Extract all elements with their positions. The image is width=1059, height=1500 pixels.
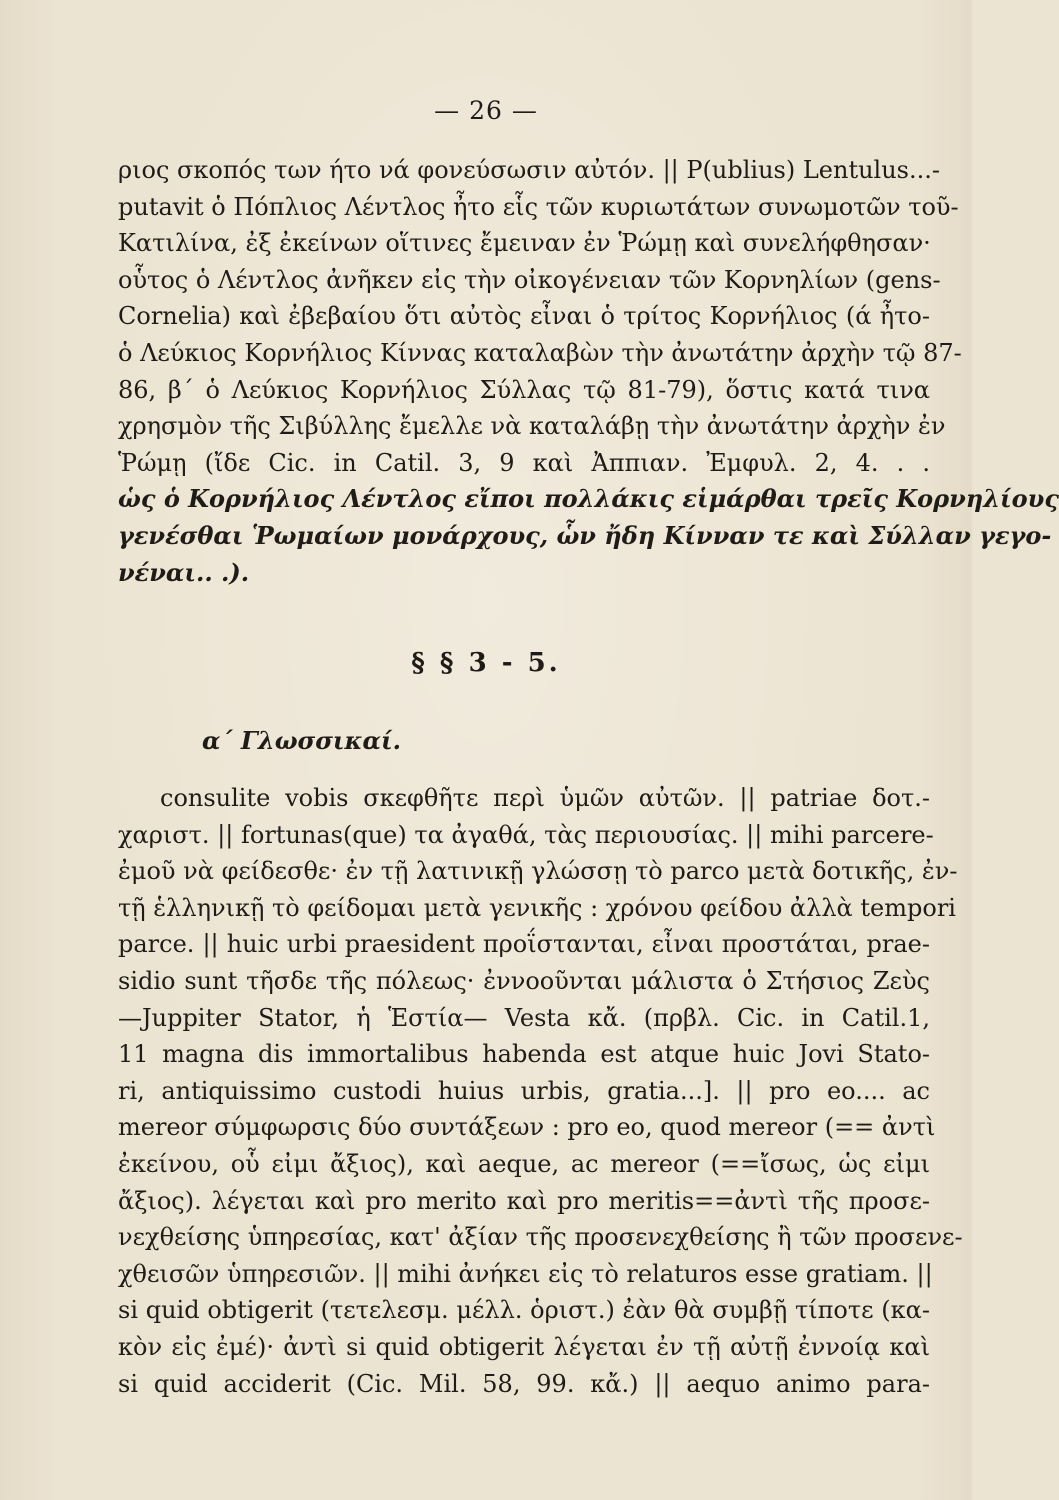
text-line: mereor σύμφωρσις δύο συντάξεων : pro eo, quod mereor (== ἀντὶ [118,1113,936,1142]
text-line: —Juppiter Stator, ἡ Ἑστία— Vesta κἄ. (πρβλ. Cic. in Catil.1, [118,1003,930,1032]
text-line: putavit ὁ Πόπλιος Λέντλος ἦτο εἷς τῶν κυριωτάτων συνωμοτῶν τοῦ- [118,192,959,221]
text-line: χρησμὸν τῆς Σιβύλλης ἔμελλε νὰ καταλάβῃ τὴν ἀνωτάτην ἀρχὴν ἐν [118,412,946,441]
paragraph-linguistic-notes [118,780,963,1402]
text-line: χαριστ. || fortunas(que) τα ἀγαθά, τὰς περιουσίας. || mihi parcere- [118,820,934,849]
section-heading: § § 3 - 5. [411,648,561,678]
text-line: 86, β´ ὁ Λεύκιος Κορνήλιος Σύλλας τῷ 81-79), ὅστις κατά τινα [118,375,930,404]
text-line: 11 magna dis immortalibus habenda est atque huic Jovi Stato- [118,1040,930,1069]
text-line: Κατιλίνα, ἐξ ἐκείνων οἵτινες ἔμειναν ἐν Ῥώμῃ καὶ συνελήφθησαν· [118,229,931,258]
text-line: χθεισῶν ὑπηρεσιῶν. || mihi ἀνήκει εἰς τὸ relaturos esse gratiam. || [118,1259,933,1288]
text-line: κὸν εἰς ἐμέ)· ἀντὶ si quid obtigerit λέγεται ἐν τῇ αὐτῇ ἐννοίᾳ καὶ [118,1332,930,1361]
text-line: ἐμοῦ νὰ φείδεσθε· ἐν τῇ λατινικῇ γλώσσῃ τὸ parco μετὰ δοτικῆς, ἐν- [118,857,958,886]
text-line-quote: γενέσθαι Ῥωμαίων μονάρχους, ὧν ἤδη Κίνναν τε καὶ Σύλλαν γεγο- [118,520,1052,550]
text-line: ὁ Λεύκιος Κορνήλιος Κίννας καταλαβὼν τὴν ἀνωτάτην ἀρχὴν τῷ 87- [118,338,962,367]
text-line-quote: ὡς ὁ Κορνήλιος Λέντλος εἴποι πολλάκις εἱμάρθαι τρεῖς Κορνηλίους [118,484,1059,514]
text-line: ἄξιος). λέγεται καὶ pro merito καὶ pro meritis==ἀντὶ τῆς προσε- [118,1186,930,1215]
text-line: Cornelia) καὶ ἐβεβαίου ὅτι αὐτὸς εἶναι ὁ τρίτος Κορνήλιος (ά ἦτο- [118,302,930,331]
text-line: Ῥώμῃ (ἴδε Cic. in Catil. 3, 9 καὶ Ἀππιαν. Ἐμφυλ. 2, 4. . . [118,448,930,477]
page-number: — 26 — [434,96,538,125]
paragraph-continuation [118,152,1059,591]
text-line: ριος σκοπός των ήτο νά φονεύσωσιν αὐτόν. || P(ublius) Lentulus...- [118,156,940,184]
section-subheading: α´ Γλωσσικαί. [202,726,401,755]
text-line: νεχθείσης ὑπηρεσίας, κατ' ἀξίαν τῆς προσενεχθείσης ἢ τῶν προσενε- [118,1223,963,1252]
text-line: si quid obtigerit (τετελεσμ. μέλλ. ὁριστ.) ἐὰν θὰ συμβῇ τίποτε (κα- [118,1296,930,1325]
text-line: sidio sunt τῆσδε τῆς πόλεως· ἐννοοῦνται μάλιστα ὁ Στήσιος Ζεὺς [118,966,930,995]
text-line: τῇ ἑλληνικῇ τὸ φείδομαι μετὰ γενικῆς : χρόνου φείδου ἀλλὰ tempori [118,893,956,922]
text-line-quote-end: νέναι.. .). [118,557,250,587]
text-line: si quid acciderit (Cic. Mil. 58, 99. κἄ.) || aequo animo para- [118,1369,930,1398]
text-line: ἐκείνου, οὗ εἰμι ἄξιος), καὶ aeque, ac mereor (==ἴσως, ὡς εἰμι [118,1149,930,1178]
text-line: parce. || huic urbi praesident προΐστανται, εἶναι προστάται, prae- [118,930,930,959]
text-line: consulite vobis σκεφθῆτε περὶ ὑμῶν αὐτῶν. || patriae δοτ.- [160,784,930,812]
text-line: ri, antiquissimo custodi huius urbis, gratia...]. || pro eo.... ac [118,1076,930,1105]
text-line: οὗτος ὁ Λέντλος ἀνῆκεν εἰς τὴν οἰκογένειαν τῶν Κορνηλίων (gens- [118,265,941,294]
